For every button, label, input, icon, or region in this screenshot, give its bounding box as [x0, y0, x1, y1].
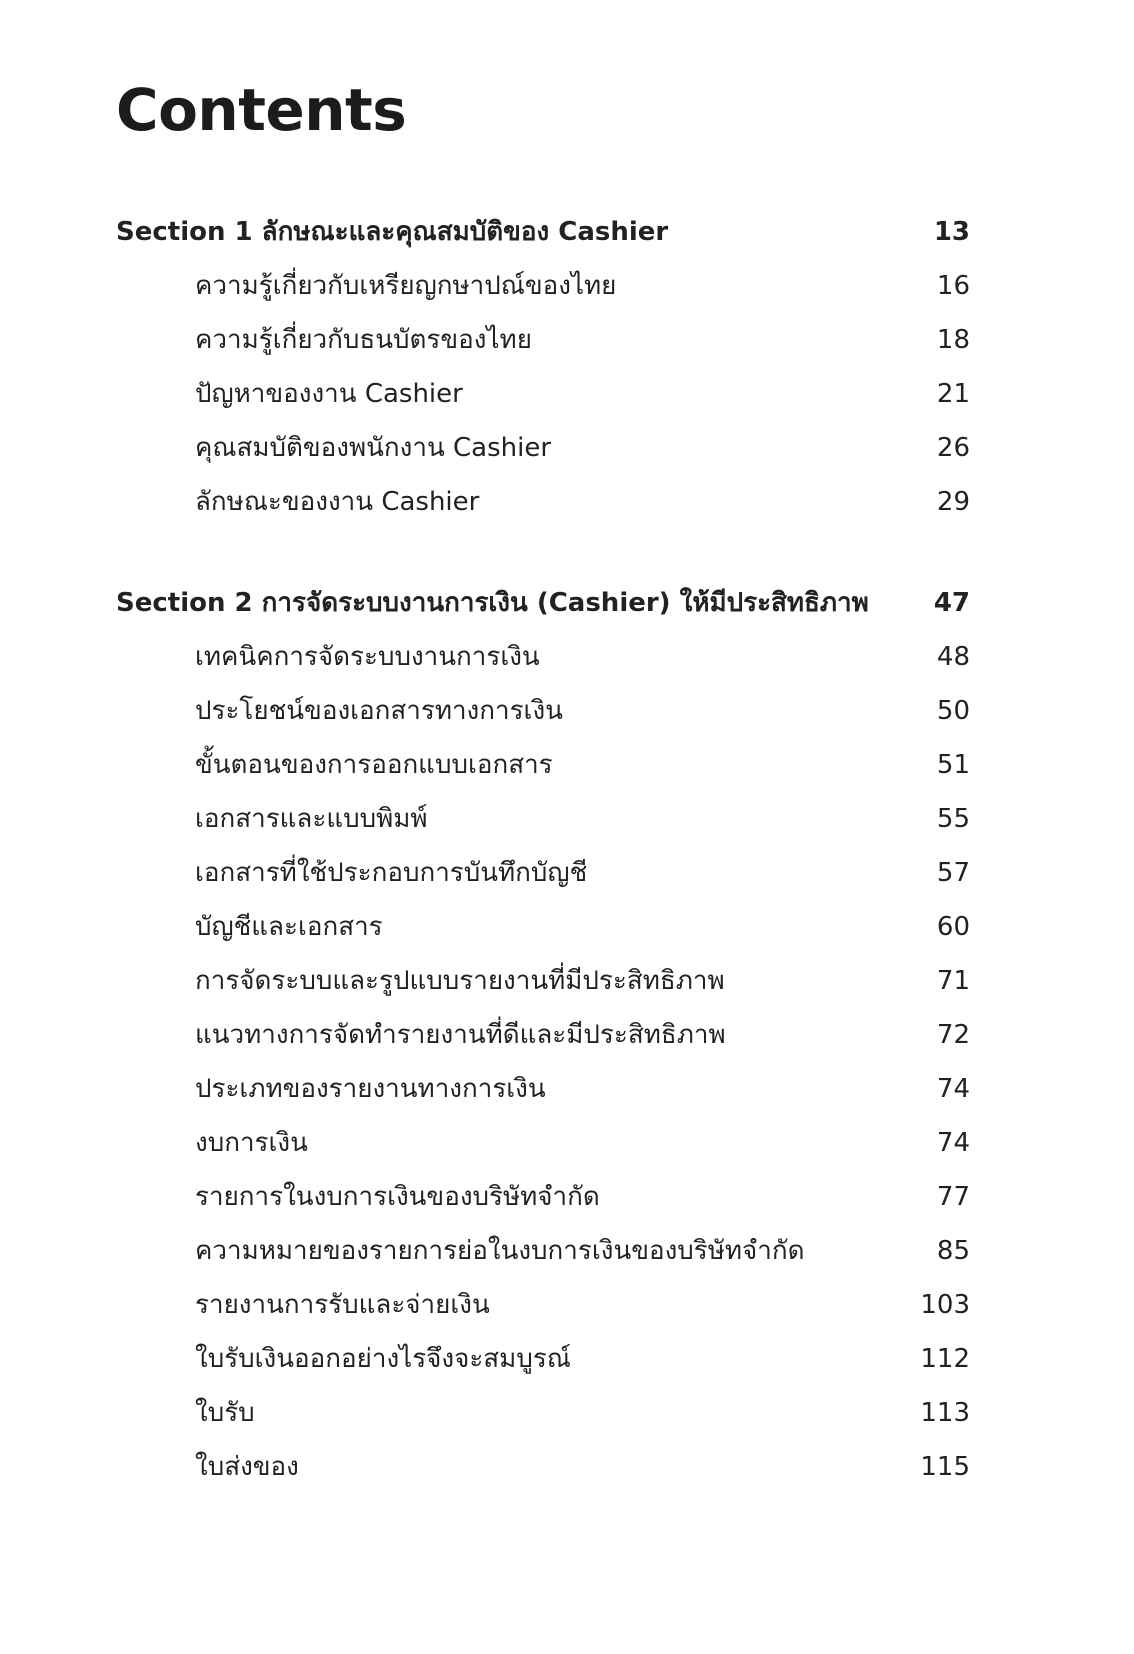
toc-entry-label: งบการเงิน — [195, 1128, 308, 1158]
toc-section-1 — [116, 205, 970, 529]
toc-entry[interactable] — [116, 259, 970, 313]
page-title: Contents — [116, 76, 407, 144]
toc-entry-label: เทคนิคการจัดระบบงานการเงิน — [195, 642, 540, 672]
toc-entry-label: ประโยชน์ของเอกสารทางการเงิน — [195, 696, 563, 726]
toc-entry-page: 21 — [936, 379, 970, 409]
toc-entry-page: 50 — [936, 696, 970, 726]
toc-entry-label: รายการในงบการเงินของบริษัทจำกัด — [195, 1182, 600, 1212]
toc-entry-page: 60 — [936, 912, 970, 942]
toc-entry-page: 51 — [936, 750, 970, 780]
toc-entry-page: 71 — [936, 966, 970, 996]
toc-entry-page: 115 — [920, 1452, 970, 1482]
toc-entry[interactable] — [116, 684, 970, 738]
toc-entry-label: ขั้นตอนของการออกแบบเอกสาร — [195, 750, 553, 780]
toc-entry-page: 48 — [936, 642, 970, 672]
toc-section-heading[interactable] — [116, 576, 970, 630]
toc-section-heading[interactable] — [116, 205, 970, 259]
toc-entry-label: ประเภทของรายงานทางการเงิน — [195, 1074, 546, 1104]
toc-entry[interactable] — [116, 1278, 970, 1332]
toc-entry-page: 103 — [920, 1290, 970, 1320]
toc-entry-label: ความหมายของรายการย่อในงบการเงินของบริษัทจำกัด — [195, 1236, 805, 1266]
toc-section-2 — [116, 576, 970, 1494]
toc-entry-label: คุณสมบัติของพนักงาน Cashier — [195, 433, 552, 463]
toc-entry-label: ลักษณะของงาน Cashier — [195, 487, 480, 517]
toc-entry-label: การจัดระบบและรูปแบบรายงานที่มีประสิทธิภาพ — [195, 966, 725, 996]
toc-entry-page: 112 — [920, 1344, 970, 1374]
toc-entry[interactable] — [116, 1332, 970, 1386]
toc-entry[interactable] — [116, 367, 970, 421]
toc-entry[interactable] — [116, 313, 970, 367]
toc-entry-page: 77 — [936, 1182, 970, 1212]
toc-entry[interactable] — [116, 738, 970, 792]
toc-entry-page: 113 — [920, 1398, 970, 1428]
toc-entry-page: 85 — [936, 1236, 970, 1266]
toc-entry-label: เอกสารที่ใช้ประกอบการบันทึกบัญชี — [195, 858, 588, 888]
toc-entry-page: 72 — [936, 1020, 970, 1050]
toc-entry-page: 26 — [936, 433, 970, 463]
toc-entry[interactable] — [116, 1116, 970, 1170]
toc-entry-label: เอกสารและแบบพิมพ์ — [195, 804, 428, 834]
toc-entry[interactable] — [116, 900, 970, 954]
table-of-contents — [116, 205, 970, 1494]
toc-entry-page: 16 — [936, 271, 970, 301]
toc-entry-page: 18 — [936, 325, 970, 355]
toc-entry-label: แนวทางการจัดทำรายงานที่ดีและมีประสิทธิภาพ — [195, 1020, 726, 1050]
toc-entry-page: 74 — [936, 1128, 970, 1158]
toc-entry-label: ความรู้เกี่ยวกับเหรียญกษาปณ์ของไทย — [195, 271, 617, 301]
section-page-number: 47 — [933, 588, 970, 618]
toc-entry-page: 74 — [936, 1074, 970, 1104]
toc-entry-label: รายงานการรับและจ่ายเงิน — [195, 1290, 490, 1320]
toc-entry-page: 29 — [936, 487, 970, 517]
toc-entry[interactable] — [116, 1386, 970, 1440]
toc-entry[interactable] — [116, 792, 970, 846]
toc-entry[interactable] — [116, 1170, 970, 1224]
toc-entry[interactable] — [116, 1440, 970, 1494]
toc-entry-label: บัญชีและเอกสาร — [195, 912, 383, 942]
toc-entry[interactable] — [116, 421, 970, 475]
section-heading-label: Section 2 การจัดระบบงานการเงิน (Cashier) ให้มีประสิทธิภาพ — [116, 588, 869, 618]
toc-entry[interactable] — [116, 846, 970, 900]
toc-entry-label: ความรู้เกี่ยวกับธนบัตรของไทย — [195, 325, 532, 355]
section-heading-label: Section 1 ลักษณะและคุณสมบัติของ Cashier — [116, 217, 669, 247]
toc-entry[interactable] — [116, 1224, 970, 1278]
toc-entry[interactable] — [116, 1008, 970, 1062]
toc-entry-page: 57 — [936, 858, 970, 888]
toc-entry[interactable] — [116, 630, 970, 684]
toc-entry[interactable] — [116, 954, 970, 1008]
section-page-number: 13 — [933, 217, 970, 247]
toc-entry[interactable] — [116, 1062, 970, 1116]
toc-entry-label: ใบส่งของ — [195, 1452, 299, 1482]
toc-entry-page: 55 — [936, 804, 970, 834]
toc-entry-label: ใบรับเงินออกอย่างไรจึงจะสมบูรณ์ — [195, 1344, 571, 1374]
toc-entry-label: ปัญหาของงาน Cashier — [195, 379, 463, 409]
toc-entry[interactable] — [116, 475, 970, 529]
toc-entry-label: ใบรับ — [195, 1398, 255, 1428]
